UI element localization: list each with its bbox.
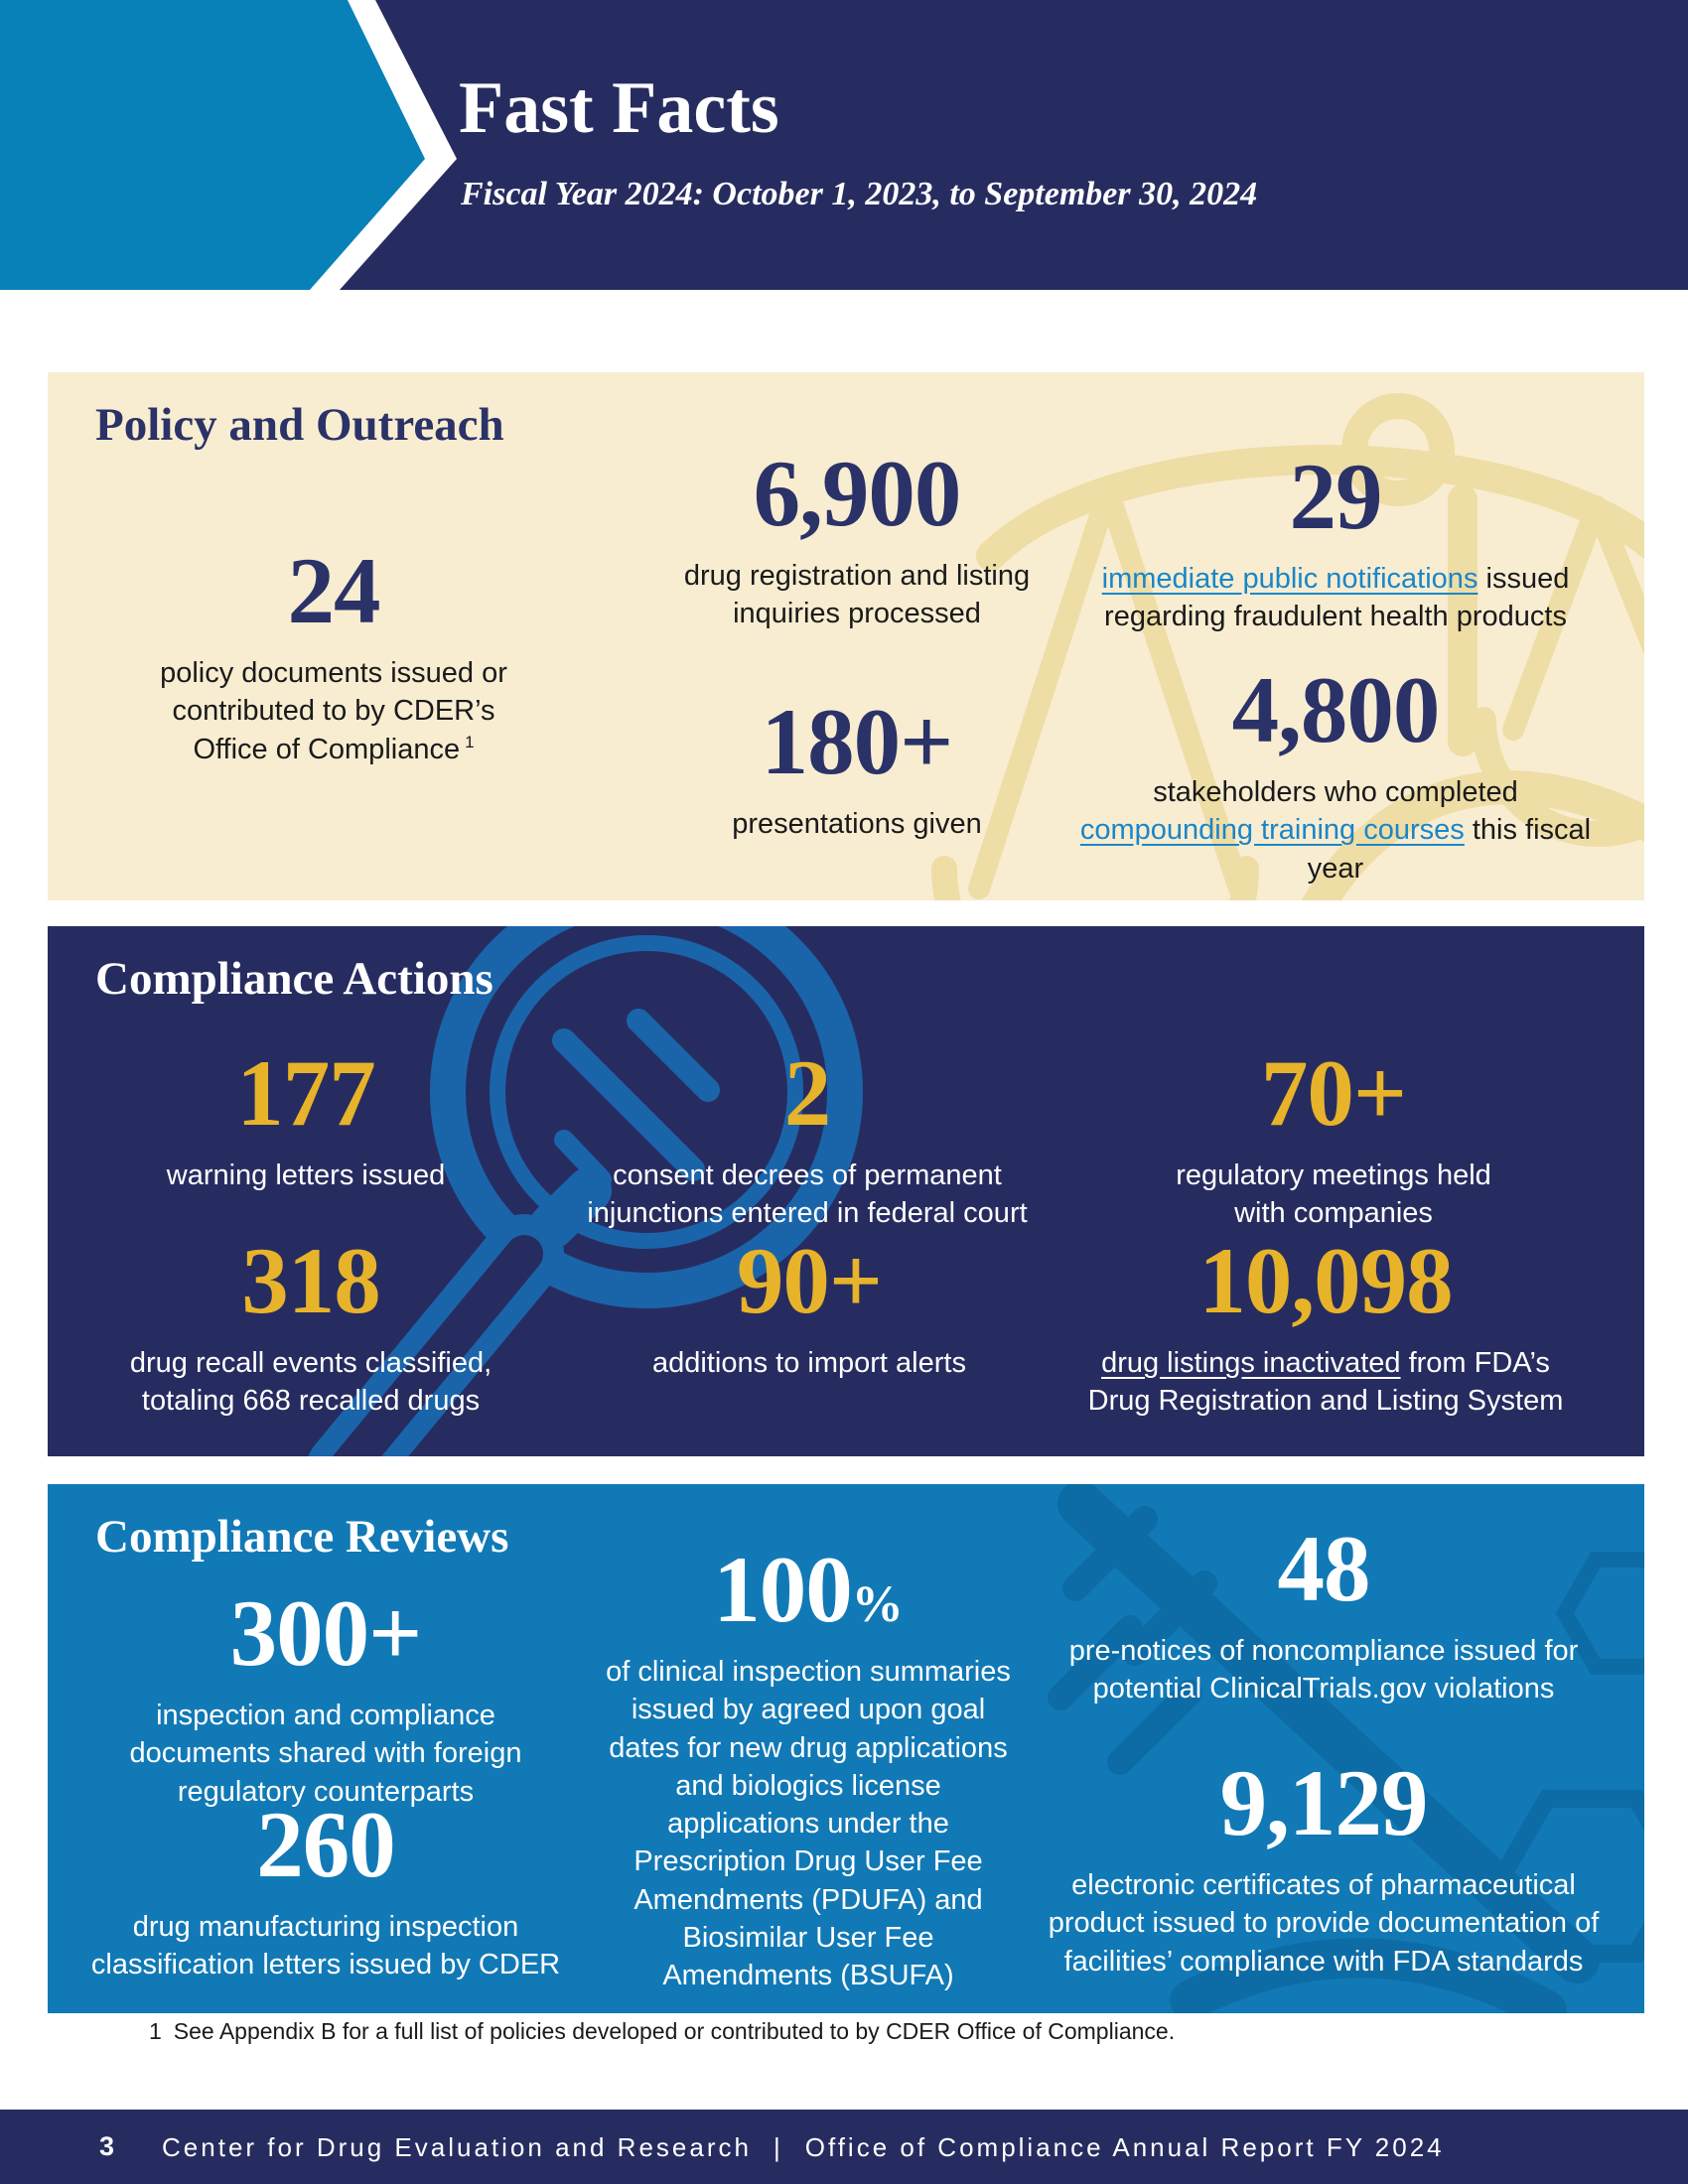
- stat-value: 100%: [713, 1537, 904, 1642]
- stat-label: drug manufacturing inspection classification letters issued by CDER: [90, 1911, 561, 1981]
- percent-unit: %: [851, 1576, 904, 1633]
- footnote-number: 1: [149, 2018, 162, 2044]
- stat-value: 48: [1277, 1516, 1370, 1621]
- stat-label: consent decrees of permanent injunctions entered in federal court: [587, 1160, 1028, 1230]
- stat-label: electronic certificates of pharmaceutical product issued to provide documentation of facilities’ compliance with FDA standards: [1048, 1869, 1600, 1978]
- footer-text: [162, 2131, 1445, 2162]
- immediate-public-notifications-link[interactable]: immediate public notifications: [1101, 563, 1478, 595]
- page-subtitle: Fiscal Year 2024: October 1, 2023, to September 30, 2024: [461, 176, 1258, 212]
- section-title-actions: Compliance Actions: [95, 953, 493, 1005]
- masthead: [0, 0, 1688, 290]
- stat-label: drug listings inactivated from FDA’s Drug Registration and Listing System: [1087, 1347, 1564, 1418]
- stat-value: 318: [241, 1228, 380, 1333]
- stat-value: 29: [1289, 444, 1382, 549]
- stat-label: of clinical inspection summaries issued by agreed upon goal dates for new drug applications and biologics license applications under the Prescription Drug User Fee Amendments (PDUFA) and Biosimilar User Fee Amendments (BSUFA): [606, 1656, 1011, 1992]
- drug-listings-inactivated-link[interactable]: drug listings inactivated: [1101, 1347, 1401, 1379]
- page-title: Fast Facts: [459, 68, 779, 149]
- stat-regulatory-meetings: [1165, 1040, 1502, 1233]
- stat-consent-decrees: [569, 1040, 1046, 1233]
- section-title-policy: Policy and Outreach: [95, 399, 504, 451]
- footnote: [149, 2017, 1175, 2047]
- page-number: 3: [99, 2131, 117, 2161]
- stat-label: drug recall events classified, totaling 668 recalled drugs: [129, 1347, 492, 1418]
- stat-electronic-certificates: [1046, 1750, 1602, 1980]
- stat-pre-notices: [1055, 1516, 1592, 1708]
- stat-registration-inquiries: [658, 441, 1055, 633]
- footer-org: Center for Drug Evaluation and Research: [162, 2131, 752, 2162]
- section-compliance-reviews: [48, 1484, 1644, 2013]
- stat-label: additions to import alerts: [652, 1347, 966, 1379]
- stat-warning-letters: [107, 1040, 504, 1194]
- stat-value: 4,800: [1231, 657, 1440, 762]
- stat-value: 300+: [229, 1580, 422, 1686]
- stat-label: inspection and compliance documents shared with foreign regulatory counterparts: [129, 1700, 522, 1808]
- stat-drug-listings-inactivated: [1077, 1228, 1574, 1421]
- stat-public-notifications: [1087, 444, 1584, 636]
- stat-value: 24: [287, 538, 380, 643]
- stat-value: 260: [256, 1792, 395, 1897]
- stat-value: 70+: [1260, 1040, 1407, 1146]
- section-title-reviews: Compliance Reviews: [95, 1511, 509, 1563]
- stat-clinical-inspection-summaries: [600, 1537, 1017, 1994]
- stat-presentations: [658, 689, 1055, 843]
- section-policy-and-outreach: [48, 372, 1644, 900]
- stat-value: 177: [236, 1040, 375, 1146]
- stat-label: pre-notices of noncompliance issued for potential ClinicalTrials.gov violations: [1068, 1635, 1579, 1706]
- stat-label: policy documents issued or contributed to by CDER’s Office of Compliance $^1$: [160, 657, 507, 765]
- stat-label: immediate public notifications issued regarding fraudulent health products: [1101, 563, 1570, 633]
- stat-policy-documents: [135, 538, 532, 768]
- footnote-text: See Appendix B for a full list of policies developed or contributed to by CDER Office of Compliance.: [173, 2018, 1176, 2044]
- stat-classification-letters: [77, 1792, 574, 1984]
- stat-label: drug registration and listing inquiries processed: [683, 560, 1031, 630]
- stat-label: stakeholders who completed compounding training courses this fiscal year: [1079, 776, 1592, 885]
- page-footer: [0, 2110, 1688, 2184]
- section-compliance-actions: [48, 926, 1644, 1456]
- footer-separator: |: [773, 2131, 783, 2162]
- stat-value: 10,098: [1198, 1228, 1453, 1333]
- stat-drug-recalls: [112, 1228, 509, 1421]
- stat-label: presentations given: [732, 808, 982, 840]
- compounding-training-courses-link[interactable]: compounding training courses: [1079, 814, 1465, 847]
- stat-documents-shared: [127, 1580, 524, 1811]
- stat-value: 90+: [736, 1228, 883, 1333]
- stat-label: warning letters issued: [166, 1160, 446, 1191]
- stat-value: 9,129: [1219, 1750, 1428, 1855]
- stat-label: regulatory meetings held with companies: [1176, 1160, 1491, 1230]
- stat-value: 2: [783, 1040, 831, 1146]
- footnote-marker: 1: [465, 732, 475, 751]
- stat-value: 180+: [761, 689, 953, 794]
- stat-value: 6,900: [753, 441, 961, 546]
- stat-import-alerts: [551, 1228, 1067, 1382]
- stat-compounding-stakeholders: [1077, 657, 1594, 887]
- footer-report-title: Office of Compliance Annual Report FY 2024: [804, 2131, 1445, 2162]
- header-chevron-icon: [0, 0, 1688, 290]
